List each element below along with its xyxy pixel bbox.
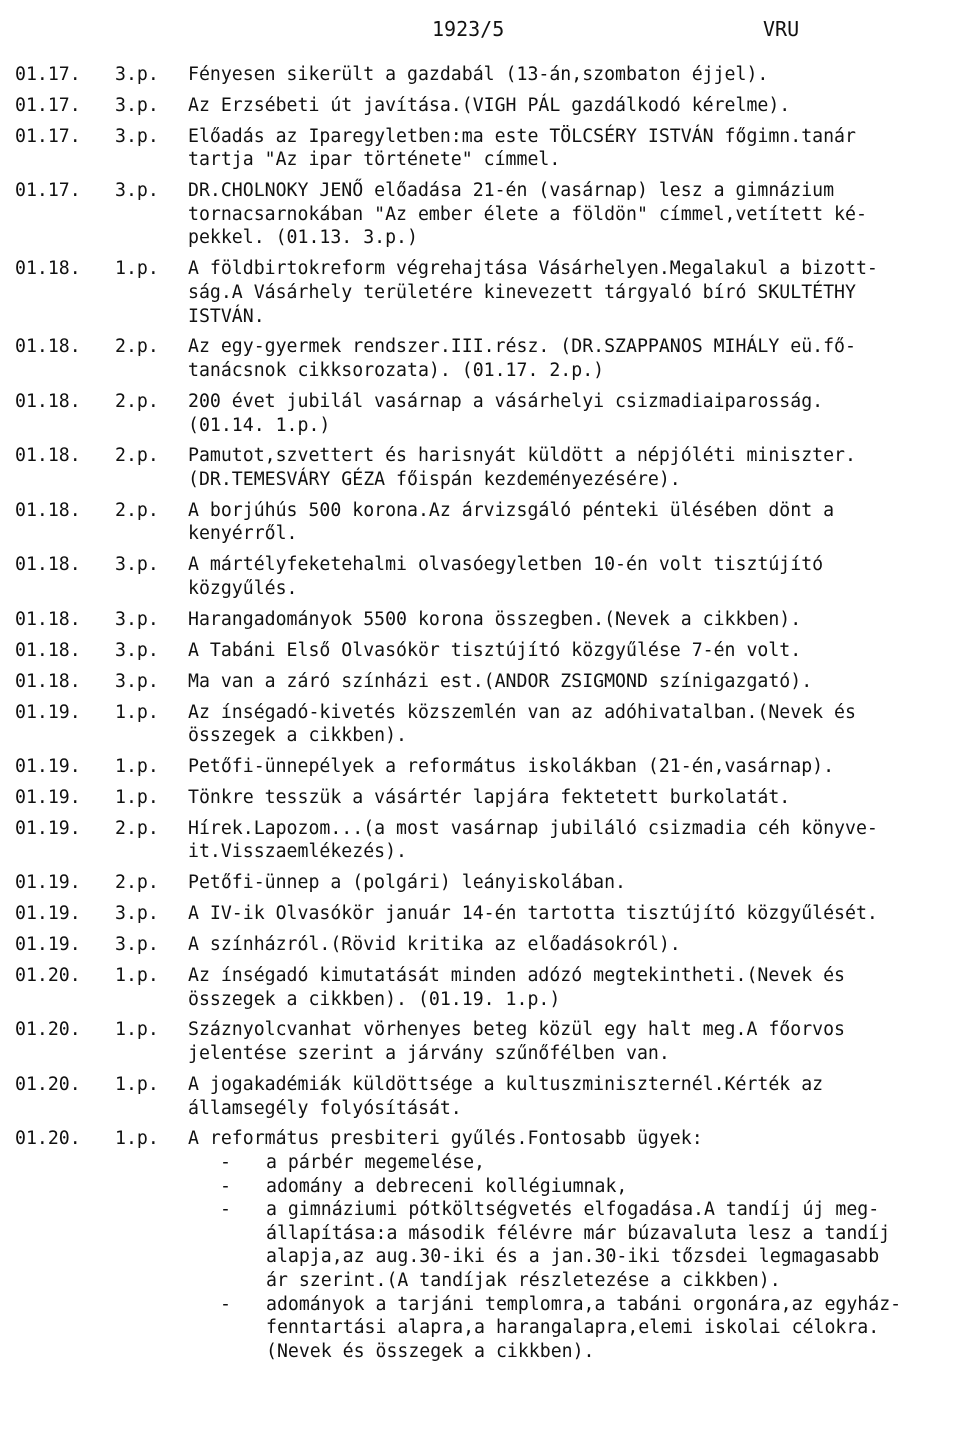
sub-item-line: alapja,az aug.30-iki és a jan.30-iki tőzsdei legmagasabb — [266, 1246, 880, 1268]
list-item — [0, 63, 960, 87]
entry-text-line: Az ínségadó-kivetés közszemlén van az adóhivatalban.(Nevek és — [188, 701, 856, 723]
source-code: VRU — [763, 17, 800, 41]
entry-page: 1.p. — [115, 1073, 159, 1095]
entry-text-line: közgyűlés. — [188, 577, 298, 599]
entry-text — [188, 257, 948, 328]
list-item — [0, 390, 960, 437]
sub-item-line: - adományok a tarjáni templomra,a tabáni orgonára,az egyház- — [266, 1293, 902, 1315]
entry-text-line: A borjúhús 500 korona.Az árvizsgáló pénteki ülésében dönt a — [188, 499, 835, 521]
entry-text-line: összegek a cikkben). — [188, 725, 407, 747]
entry-page: 1.p. — [115, 1128, 159, 1150]
entry-text-line: Előadás az Iparegyletben:ma este TÖLCSÉRY ISTVÁN főgimn.tanár — [188, 125, 856, 147]
entry-text-line: tanácsnok cikksorozata). (01.17. 2.p.) — [188, 360, 605, 382]
entry-date: 01.19. — [15, 903, 81, 925]
sub-item-line: - adomány a debreceni kollégiumnak, — [266, 1175, 628, 1197]
list-item — [0, 1073, 960, 1120]
entry-text — [188, 63, 948, 87]
entry-text-line: Száznyolcvanhat vörhenyes beteg közül egy halt meg.A főorvos — [188, 1019, 845, 1041]
entry-page: 1.p. — [115, 786, 159, 808]
entry-text — [188, 964, 948, 1011]
sub-item-line: állapítása:a második félévre már búzavaluta lesz a tandíj — [266, 1222, 891, 1244]
entry-page: 2.p. — [115, 336, 159, 358]
entry-text — [188, 933, 948, 957]
entry-text-line: DR.CHOLNOKY JENŐ előadása 21-én (vasárnap) lesz a gimnázium — [188, 180, 835, 202]
sub-item — [220, 1198, 948, 1292]
entry-date: 01.18. — [15, 608, 81, 630]
sub-item — [220, 1151, 948, 1175]
entry-text — [188, 902, 948, 926]
list-item — [0, 608, 960, 632]
entry-page: 3.p. — [115, 608, 159, 630]
entry-date: 01.18. — [15, 258, 81, 280]
entry-page: 1.p. — [115, 258, 159, 280]
entry-page: 1.p. — [115, 964, 159, 986]
entry-text — [188, 701, 948, 748]
issue-number: 1923/5 — [432, 17, 505, 41]
entry-text — [188, 335, 948, 382]
entry-date: 01.17. — [15, 64, 81, 85]
entry-text — [188, 1073, 948, 1120]
sub-item-line: (Nevek és összegek a cikkben). — [266, 1340, 595, 1362]
list-item — [0, 553, 960, 600]
entry-text — [188, 94, 948, 118]
entry-text-line: tornacsarnokában "Az ember élete a földön" címmel,vetített ké- — [188, 203, 867, 225]
entry-date: 01.19. — [15, 701, 81, 723]
entry-date: 01.19. — [15, 756, 81, 777]
entry-text-line: A IV-ik Olvasókör január 14-én tartotta tisztújító közgyűlését. — [188, 903, 878, 925]
entry-page: 3.p. — [115, 94, 159, 116]
entry-text-line: A színházról.(Rövid kritika az előadásokról). — [188, 934, 681, 956]
sub-item — [220, 1175, 948, 1199]
sub-item-list — [188, 1151, 948, 1363]
entry-page: 3.p. — [115, 64, 159, 85]
entry-text-line: Pamutot,szvettert és harisnyát küldött a népjóléti miniszter. — [188, 445, 856, 467]
entry-text-line: Tönkre tesszük a vásártér lapjára fektetett burkolatát. — [188, 786, 791, 808]
list-item — [0, 701, 960, 748]
entry-text-line: A földbirtokreform végrehajtása Vásárhelyen.Megalakul a bizott- — [188, 258, 878, 280]
page-header — [0, 18, 960, 44]
entry-text-line: Harangadományok 5500 korona összegben.(Nevek a cikkben). — [188, 608, 802, 630]
entry-page: 3.p. — [115, 903, 159, 925]
entry-text — [188, 755, 948, 779]
list-item — [0, 1127, 960, 1363]
entry-date: 01.19. — [15, 786, 81, 808]
entry-page: 2.p. — [115, 390, 159, 412]
entry-date: 01.18. — [15, 445, 81, 467]
entry-text-line: jelentése szerint a járvány szűnőfélben van. — [188, 1043, 670, 1065]
entry-text-line: pekkel. (01.13. 3.p.) — [188, 227, 418, 249]
entry-date: 01.19. — [15, 872, 81, 894]
entry-text — [188, 608, 948, 632]
entry-text-line: A református presbiteri gyűlés.Fontosabb ügyek: — [188, 1128, 703, 1150]
entry-date: 01.17. — [15, 125, 81, 147]
entry-text-line: Hírek.Lapozom...(a most vasárnap jubiláló csizmadia céh könyve- — [188, 817, 878, 839]
entry-text-line: A Tabáni Első Olvasókör tisztújító közgyűlése 7-én volt. — [188, 639, 802, 661]
entry-date: 01.17. — [15, 94, 81, 116]
entry-date: 01.19. — [15, 817, 81, 839]
list-item — [0, 639, 960, 663]
list-item — [0, 94, 960, 118]
list-item — [0, 786, 960, 810]
entry-date: 01.20. — [15, 964, 81, 986]
entry-text — [188, 553, 948, 600]
entry-text-line: Fényesen sikerült a gazdabál (13-án,szombaton éjjel). — [188, 64, 769, 85]
entry-date: 01.17. — [15, 180, 81, 202]
entry-text-line: Ma van a záró színházi est.(ANDOR ZSIGMOND színigazgató). — [188, 670, 813, 692]
entry-list — [0, 63, 960, 1371]
entry-text-line: A jogakadémiák küldöttsége a kultuszminiszternél.Kérték az — [188, 1073, 824, 1095]
sub-item-line: - a párbér megemelése, — [266, 1151, 485, 1173]
entry-text-line: Petőfi-ünnepélyek a református iskolákban (21-én,vasárnap). — [188, 756, 835, 777]
entry-date: 01.18. — [15, 670, 81, 692]
entry-text-line: ISTVÁN. — [188, 305, 265, 327]
entry-text-line: kenyérről. — [188, 523, 298, 545]
entry-page: 3.p. — [115, 670, 159, 692]
entry-text-line: it.Visszaemlékezés). — [188, 841, 407, 863]
entry-page: 2.p. — [115, 499, 159, 521]
entry-page: 3.p. — [115, 554, 159, 576]
entry-page: 1.p. — [115, 756, 159, 777]
entry-text — [188, 871, 948, 895]
entry-date: 01.20. — [15, 1073, 81, 1095]
entry-date: 01.20. — [15, 1128, 81, 1150]
entry-text-line: összegek a cikkben). (01.19. 1.p.) — [188, 988, 561, 1010]
entry-page: 2.p. — [115, 872, 159, 894]
list-item — [0, 499, 960, 546]
entry-text — [188, 390, 948, 437]
entry-date: 01.18. — [15, 390, 81, 412]
list-item — [0, 902, 960, 926]
entry-page: 1.p. — [115, 701, 159, 723]
entry-page: 1.p. — [115, 1019, 159, 1041]
sub-item — [220, 1293, 948, 1364]
entry-text — [188, 1018, 948, 1065]
sub-item-line: fenntartási alapra,a harangalapra,elemi iskolai célokra. — [266, 1317, 880, 1339]
entry-page: 3.p. — [115, 639, 159, 661]
entry-date: 01.18. — [15, 639, 81, 661]
entry-text-line: (01.14. 1.p.) — [188, 414, 331, 436]
entry-text — [188, 670, 948, 694]
entry-text — [188, 817, 948, 864]
list-item — [0, 964, 960, 1011]
entry-text-line: A mártélyfeketehalmi olvasóegyletben 10-én volt tisztújító — [188, 554, 824, 576]
entry-page: 3.p. — [115, 125, 159, 147]
sub-item-line: ár szerint.(A tandíjak részletezése a cikkben). — [266, 1269, 781, 1291]
entry-date: 01.20. — [15, 1019, 81, 1041]
entry-text — [188, 125, 948, 172]
entry-date: 01.18. — [15, 554, 81, 576]
entry-text-line: tartja "Az ipar története" címmel. — [188, 149, 561, 171]
entry-text — [188, 179, 948, 250]
list-item — [0, 1018, 960, 1065]
entry-date: 01.18. — [15, 499, 81, 521]
list-item — [0, 871, 960, 895]
entry-page: 3.p. — [115, 180, 159, 202]
entry-text-line: Az Erzsébeti út javítása.(VIGH PÁL gazdálkodó kérelme). — [188, 94, 791, 116]
list-item — [0, 179, 960, 250]
list-item — [0, 125, 960, 172]
entry-text-line: 200 évet jubilál vasárnap a vásárhelyi csizmadiaiparosság. — [188, 390, 824, 412]
entry-text-line: Az egy-gyermek rendszer.III.rész. (DR.SZAPPANOS MIHÁLY eü.fő- — [188, 336, 856, 358]
list-item — [0, 755, 960, 779]
entry-text-line: (DR.TEMESVÁRY GÉZA főispán kezdeményezésére). — [188, 468, 681, 490]
entry-page: 2.p. — [115, 817, 159, 839]
entry-text-line: Petőfi-ünnep a (polgári) leányiskolában. — [188, 872, 626, 894]
entry-text-line: Az ínségadó kimutatását minden adózó megtekintheti.(Nevek és — [188, 964, 845, 986]
list-item — [0, 257, 960, 328]
list-item — [0, 670, 960, 694]
list-item — [0, 817, 960, 864]
entry-text — [188, 444, 948, 491]
entry-text — [188, 499, 948, 546]
entry-date: 01.18. — [15, 336, 81, 358]
entry-date: 01.19. — [15, 934, 81, 956]
entry-page: 2.p. — [115, 445, 159, 467]
list-item — [0, 444, 960, 491]
entry-text — [188, 639, 948, 663]
entry-page: 3.p. — [115, 934, 159, 956]
list-item — [0, 335, 960, 382]
entry-text-line: államsegély folyósítását. — [188, 1097, 462, 1119]
entry-text — [188, 1127, 948, 1363]
entry-text — [188, 786, 948, 810]
sub-item-line: - a gimnáziumi pótköltségvetés elfogadása.A tandíj új meg- — [266, 1199, 880, 1221]
list-item — [0, 933, 960, 957]
entry-text-line: ság.A Vásárhely területére kinevezett tárgyaló bíró SKULTÉTHY — [188, 281, 856, 303]
